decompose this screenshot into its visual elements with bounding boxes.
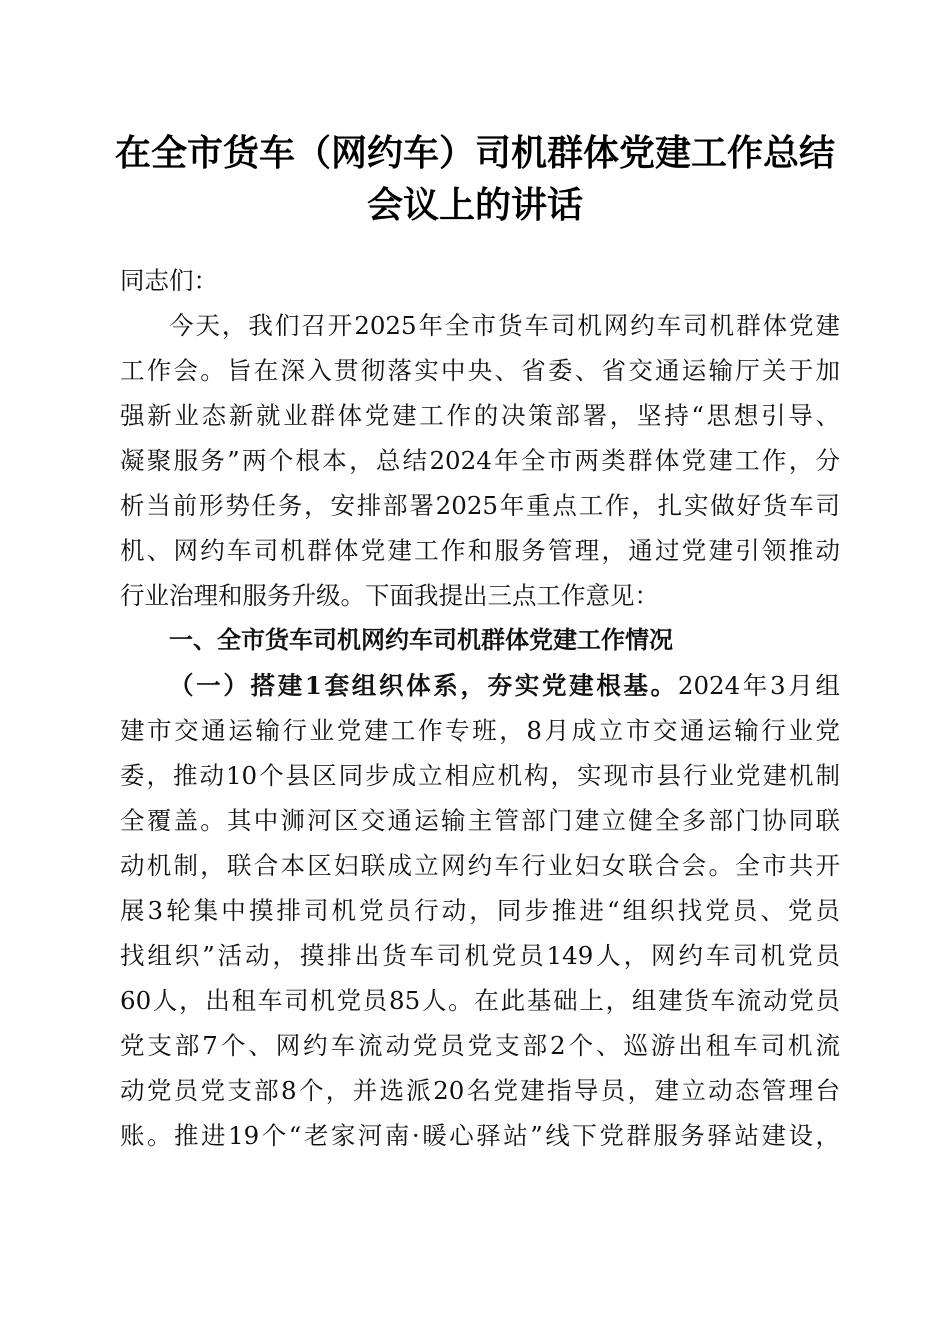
title-line-2: 会议上的讲话 — [366, 185, 583, 226]
intro-line-7: 行业治理和服务升级。下面我提出三点工作意见： — [120, 581, 659, 610]
subsection-1-line-10: 动党员党支部8个，并选派20名党建指导员，建立动态管理台 — [120, 1076, 840, 1105]
title-line-1: 在全市货车（网约车）司机群体党建工作总结 — [114, 133, 835, 174]
intro-line-3: 强新业态新就业群体党建工作的决策部署，坚持“思想引导、 — [120, 401, 840, 430]
subsection-1-line-7: 找组织”活动，摸排出货车司机党员149人，网约车司机党员 — [120, 941, 840, 970]
intro-line-2: 工作会。旨在深入贯彻落实中央、省委、省交通运输厅关于加 — [120, 356, 840, 385]
subsection-1-line-2: 建市交通运输行业党建工作专班，8月成立市交通运输行业党 — [120, 716, 840, 745]
subsection-1-line-9: 党支部7个、网约车流动党员党支部2个、巡游出租车司机流 — [120, 1031, 840, 1060]
subsection-1-line-4: 全覆盖。其中浉河区交通运输主管部门建立健全多部门协同联 — [120, 806, 840, 835]
subsection-1-lead-heading: （一）搭建1套组织体系，夯实党建根基。 — [169, 671, 678, 700]
subsection-1-line-3: 委，推动10个县区同步成立相应机构，实现市县行业党建机制 — [120, 761, 840, 790]
intro-paragraph — [120, 303, 840, 618]
subsection-1-line-1 — [120, 663, 840, 708]
subsection-1-line-6: 展3轮集中摸排司机党员行动，同步推进“组织找党员、党员 — [120, 896, 840, 925]
document-body — [120, 258, 840, 1158]
intro-line-1: 今天，我们召开2025年全市货车司机网约车司机群体党建 — [169, 311, 840, 340]
subsection-1-lead-text: 2024年3月组 — [677, 671, 840, 700]
salutation: 同志们： — [120, 266, 218, 295]
subsection-1-paragraph — [120, 663, 840, 1158]
intro-line-6: 机、网约车司机群体党建工作和服务管理，通过党建引领推动 — [120, 536, 840, 565]
section-1-heading: 一、全市货车司机网约车司机群体党建工作情况 — [169, 626, 673, 654]
subsection-1-line-8: 60人，出租车司机党员85人。在此基础上，组建货车流动党员 — [120, 986, 840, 1015]
intro-line-4: 凝聚服务”两个根本，总结2024年全市两类群体党建工作，分 — [120, 446, 840, 475]
document-title — [100, 128, 850, 232]
subsection-1-line-11: 账。推进19个“老家河南·暖心驿站”线下党群服务驿站建设， — [120, 1121, 840, 1150]
subsection-1-line-5: 动机制，联合本区妇联成立网约车行业妇女联合会。全市共开 — [120, 851, 840, 880]
intro-line-5: 析当前形势任务，安排部署2025年重点工作，扎实做好货车司 — [120, 491, 840, 520]
